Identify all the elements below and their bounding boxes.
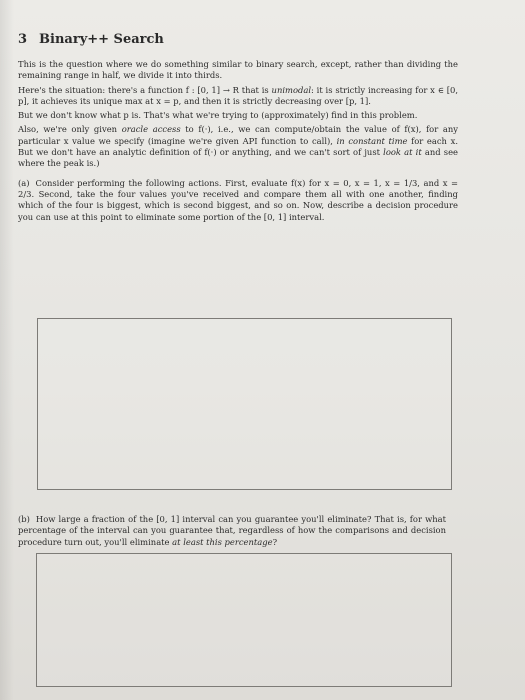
part-b-emphasis: at least this percentage: [172, 536, 273, 547]
part-b-question: (b) How large a fraction of the [0, 1] interval can you guarantee you'll eliminate? That is, for what percentage of the interval can you guarantee that, regardless of how the comparisons and decision procedure turn out, you'll eliminate at least this percentage?: [18, 514, 446, 547]
section-number: 3: [18, 32, 28, 47]
part-b-answer-box[interactable]: [36, 553, 452, 687]
intro-paragraph: This is the question where we do something similar to binary search, except, rather than dividing the remaining range in half, we divide it into thirds.: [18, 59, 458, 81]
part-a-label: (a): [18, 177, 30, 188]
unimodal-term: unimodal: [271, 84, 312, 95]
situation-paragraph: Here's the situation: there's a function f : [0, 1] → R that is unimodal: it is strictly increasing for x ∈ [0, p], it achieves its unique max at x = p, and then it is strictly decreasing over [p, 1].: [18, 84, 458, 106]
oracle-access-term: oracle access: [121, 124, 181, 135]
unknown-p-paragraph: But we don't know what p is. That's what we're trying to (approximately) find in this problem.: [18, 110, 418, 121]
look-term: look at it: [383, 147, 422, 158]
oracle-paragraph: Also, we're only given oracle access to f(·), i.e., we can compute/obtain the value of f(x), for any particular x value we specify (imagine we're given API function to call), in constant time for each x. But we don't have an analytic definition of f(·) or anything, and we can't sort of just look at it and see where the peak is.): [18, 124, 458, 169]
constant-time-term: in constant time: [336, 135, 408, 146]
problem-content: [18, 32, 458, 223]
part-a-question: [18, 178, 458, 223]
section-heading: [18, 32, 458, 47]
page-edge-shadow: [0, 0, 14, 700]
part-a-answer-box[interactable]: [37, 318, 452, 490]
section-title: Binary++ Search: [39, 32, 164, 47]
part-b-label: (b): [18, 514, 30, 524]
part-a-text: Consider performing the following actions. First, evaluate f(x) for x = 0, x = 1, x = 1/3, and x = 2/3. Second, take the four values you've received and compare them all with one another, finding which of the four is biggest, which is second biggest, and so on. Now, describe a decision procedure you can use at this point to eliminate some portion of the [0, 1] interval.: [18, 177, 458, 222]
